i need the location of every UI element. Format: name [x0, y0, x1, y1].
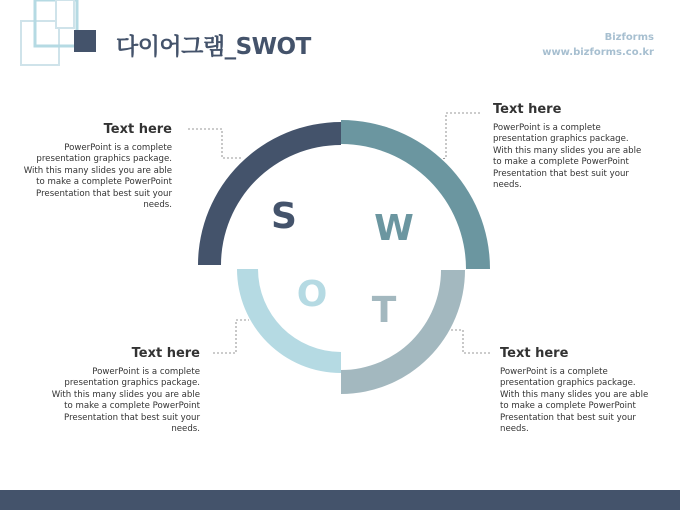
swot-letter-t: T	[371, 290, 397, 331]
text-block-top-right	[493, 102, 643, 191]
block-heading: Text here	[131, 346, 200, 361]
block-heading: Text here	[500, 346, 569, 361]
connector-top-right	[437, 113, 480, 160]
connector-bottom-right	[448, 330, 490, 353]
block-body: PowerPoint is a complete presentation graphics package. With this many slides you are able to make a complete PowerPoint Presentation that best suit your needs.	[500, 367, 649, 435]
page-title: 다이어그램_SWOT	[116, 34, 311, 60]
swot-arc-s	[198, 122, 341, 265]
text-block-bottom-left	[50, 346, 200, 435]
footer-bar	[0, 490, 680, 510]
block-body: PowerPoint is a complete presentation graphics package. With this many slides you are able to make a complete PowerPoint Presentation that best suit your needs.	[23, 143, 172, 211]
swot-arc-w	[341, 120, 490, 269]
text-block-bottom-right	[500, 346, 650, 435]
block-body: PowerPoint is a complete presentation graphics package. With this many slides you are able to make a complete PowerPoint Presentation that best suit your needs.	[51, 367, 200, 435]
swot-letter-w: W	[374, 208, 414, 249]
connector-bottom-left	[213, 320, 249, 353]
swot-letter-o: O	[296, 274, 328, 315]
text-block-top-left	[22, 122, 172, 211]
swot-arc-t	[341, 270, 465, 394]
block-body: PowerPoint is a complete presentation graphics package. With this many slides you are able to make a complete PowerPoint Presentation that best suit your needs.	[493, 123, 642, 191]
block-heading: Text here	[493, 102, 562, 117]
connector-top-left	[188, 129, 243, 158]
block-heading: Text here	[103, 122, 172, 137]
swot-letter-s: S	[271, 196, 297, 237]
brand-name: Bizforms	[604, 32, 654, 43]
brand-url: www.bizforms.co.kr	[542, 47, 654, 58]
